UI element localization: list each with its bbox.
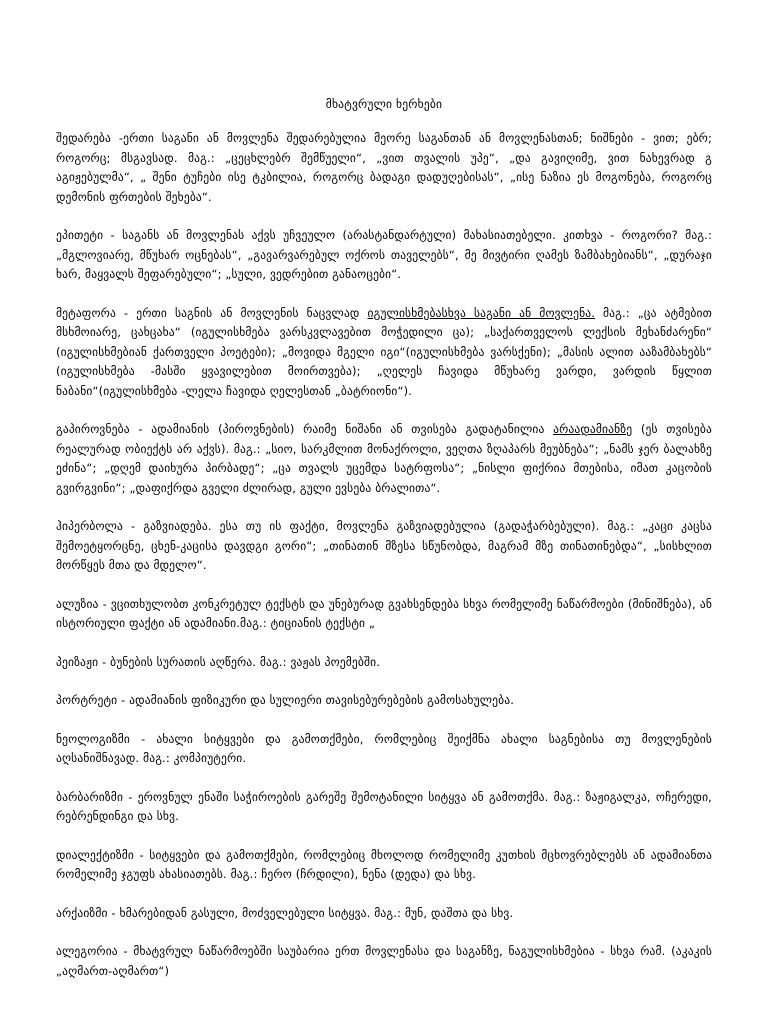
entry-text: - ადამიანის ფიზიკური და სულიერი თავისებურებების გამოსახულება. (117, 693, 515, 707)
entry-term: დიალექტიზმი (56, 847, 135, 862)
entry-text: - საგანს ან მოვლენას აქვს უჩვეულო (არასტანდარტული) მახასიათებელი. კითხვა - როგორი? მაგ.: „მგლოვიარე, მწუხარ ოცნებას“, „გავარვარებულ ოქროს თაველებს“, მე მივტირი ღამეს ზამბახებიანს“, „დურაჯი ხარ, მაყვალს შეფარებული“; „სული, ვედრებით განაოცები“. (56, 228, 712, 281)
entry-allusion (56, 595, 712, 634)
entry-text-after: მაგ.: „ცა ატმებით მსხმოიარე, ცახცახა“ (იგულისხმება ვარსკვლავებით მოჭედილი ცა); „საქართველოს ლექსის მეხანძარენი“ (იგულისხმებიან ქართველი პოეტები); „მოვიდა მგელი იგი“(იგულისხმება ვარსქენი); „მასის ალით ააზამბახებს“ (იგულისხმება -მასში ყვავილებით მოირთვება); „ღელეს ჩავიდა მწუხარე ვარდი, ვარდის წყლით ნაბანი“(იგულისხმება -ლელა ჩავიდა ღელესთან „ბატრიონი“). (56, 305, 712, 398)
entry-text: - ეროვნულ ენაში საჭიროების გარეშე შემოტანილი სიტყვა ან გამოთქმა. მაგ.: ზაჟიგალკა, ოჩერედი, რებრენდინგი და სხვ. (56, 789, 712, 823)
entry-term: პეიზაჟი (56, 654, 99, 669)
entry-archaism (56, 904, 712, 924)
entry-text-before: - ერთი საგნის ან მოვლენის ნაცვლად (115, 305, 368, 320)
entry-personification (56, 420, 712, 498)
entry-text: - ახალი სიტყვები და გამოთქმები, რომლებიც შეიქმნა ახალი საგნებისა თუ მოვლენების აღსანიშნავად. მაგ.: კომპიუტერი. (56, 731, 712, 765)
entry-metaphor (56, 304, 712, 402)
entry-text: - მხატვრულ ნაწარმოებში საუბარია ერთ მოვლენასა და საგანზე, ნაგულისხმებია - სხვა რამ. (აკაკის „აღმართ-აღმართ“) (56, 944, 712, 978)
entry-term: ალეგორია (56, 944, 118, 958)
entry-text: -ერთი საგანი ან მოვლენა შედარებულია მეორე საგანთან ან მოვლენასთან; ნიშნები - ვით; ებრ; როგორც; მსგავსად. მაგ.: „ცეცხლებრ შემწუელი“, „ვით თვალის უპე“, „და გავიღიმე, ვით ნახევრად გ აგიჟებულმა“, „ შენი ტუჩები ისე ტკბილია, როგორც ბადაგი დადუღებისას“, „ისე ნაზია ეს მოგონება, როგორც დემონის ფრთების შეხება“. (56, 131, 712, 204)
entry-term: არქაიზმი (56, 905, 108, 920)
entry-term: მეტაფორა (56, 305, 116, 320)
entry-underlined-text: არაადამიანზე (553, 422, 633, 436)
entry-comparison (56, 129, 712, 207)
entry-epithet (56, 226, 712, 285)
entry-text: - სიტყვები და გამოთქმები, რომლებიც მხოლოდ რომელიმე კუთხის მცხოვრებლებს ან ადამიანთა რომელიმე ჯგუფს ახასიათებს. მაგ.: ჩერო (ჩრდილი), ნენა (დედა) და სხვ. (56, 847, 712, 881)
entry-text: - ხმარებიდან გასული, მოძველებული სიტყვა. მაგ.: მუნ, დაშთა და სხვ. (107, 905, 514, 920)
entry-allegory (56, 942, 712, 981)
entry-term: ეპითეტი (56, 228, 104, 242)
entry-term: შედარება (56, 131, 112, 145)
document-title: მხატვრული ხერხები (325, 97, 443, 111)
entry-term: პორტრეტი (56, 693, 118, 707)
entry-text: - გაზვიადება. ესა თუ ის ფაქტი, მოვლენა გაზვიადებულია (გადაჭარბებული). მაგ.: „კაცი კაცსა შემოეტყორცნე, ცხენ-კაცისა დავდგი გორი“; „თინათინ მზესა სწუნობდა, მაგრამ მზე თინათინებდა“, „სისხლით მორწყეს მთა და მდელო“. (56, 519, 712, 572)
entry-term: გაპიროვნება (56, 422, 130, 436)
entry-text: - ვცითხულობთ კონკრეტულ ტექსტს და უნებურად გვახსენდება სხვა რომელიმე ნაწარმოები (მინიშნება), ან ისტორიული ფაქტი ან ადამიანი.მაგ.: ტიციანის ტექსტი „ (56, 596, 712, 630)
entry-text-before: - ადამიანის (პიროვნების) რაიმე ნიშანი ან თვისება გადატანილია (129, 422, 554, 436)
entry-neologism (56, 730, 712, 769)
entry-landscape (56, 653, 712, 673)
entry-portrait (56, 691, 712, 711)
entry-term: ალუზია (56, 596, 99, 611)
entry-dialectism (56, 846, 712, 885)
entry-barbarism (56, 788, 712, 827)
entry-term: ბარბარიზმი (56, 789, 124, 804)
entry-underlined-text: იგულისხმებასხვა საგანი ან მოვლენა. (367, 305, 596, 320)
entry-term: ჰიპერბოლა (56, 519, 124, 533)
entry-hyperbole (56, 517, 712, 576)
entry-term: ნეოლოგიზმი (56, 731, 131, 746)
entry-text: - ბუნების სურათის აღწერა. მაგ.: ვაჟას პოემებში. (98, 654, 381, 669)
entry-text-after: (ეს თვისება რეალურად ობიექტს არ აქვს). მაგ.: „სიო, სარკმლით მონაქროლი, ვეღთა ზღაპარს მეუბნება“; „ნამს ჯერ ბალახზე ეძინა“; „დღემ დაიხურა პირბადე“; „ცა თვალს უცემდა სატრფოსა“; „ნისლი ფიქრია მთებისა, იმათ კაცობის გვირგვინი“; „დაფიქრდა გველი ძლირად, გული ევსება ბრალითა“. (56, 422, 712, 495)
